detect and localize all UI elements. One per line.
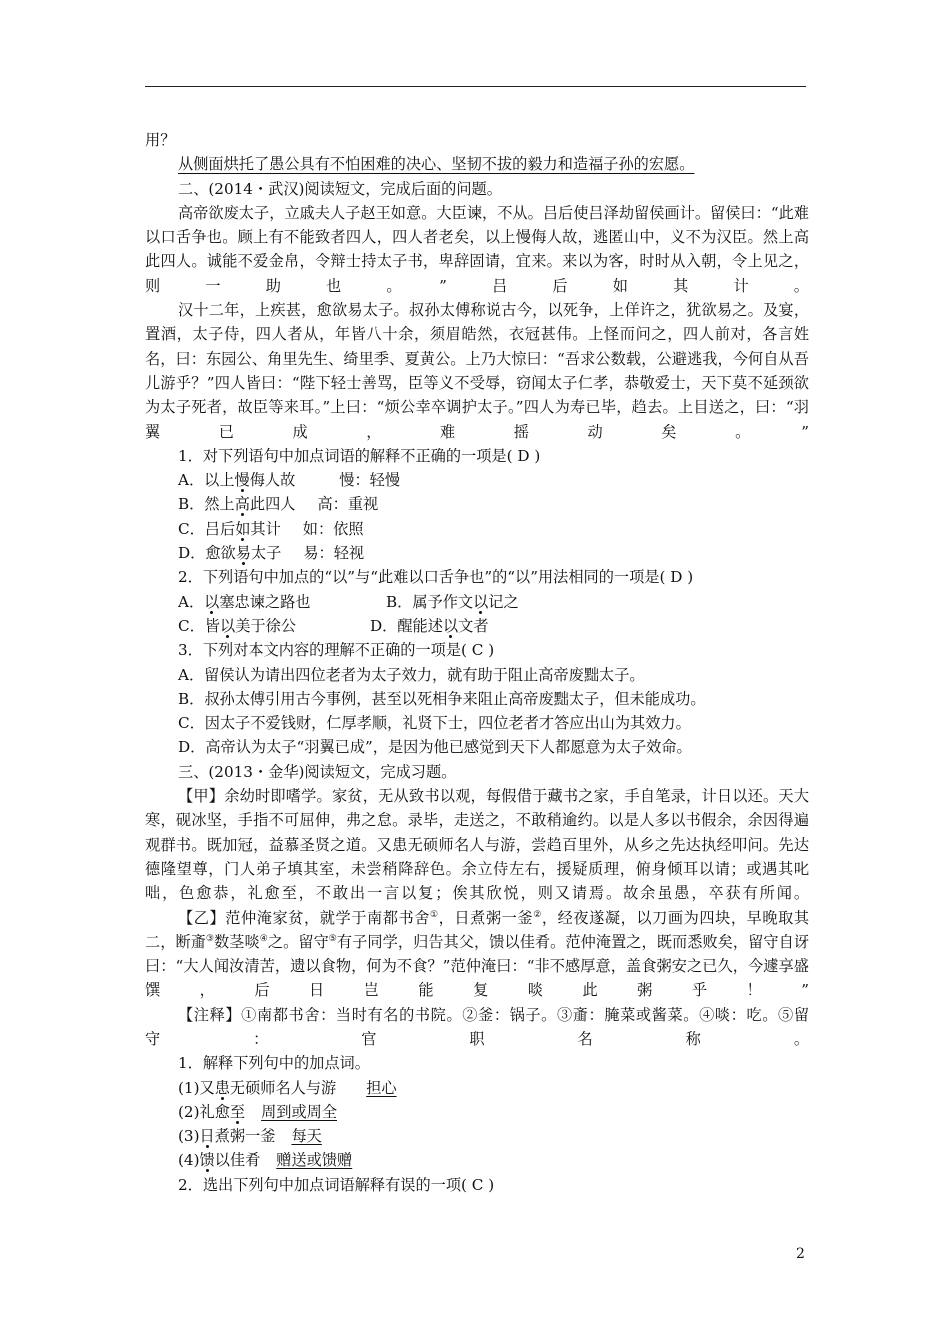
item-text: (2)礼愈	[178, 1102, 230, 1121]
option-text: 太子	[250, 544, 282, 563]
option	[145, 541, 809, 565]
option	[145, 517, 809, 541]
footnote-mark: ②	[533, 909, 542, 920]
passage-jia	[145, 784, 809, 905]
option-explanation: 高：重视	[317, 495, 379, 514]
question: 2．选出下列句中加点词语解释有误的一项( C )	[178, 1175, 495, 1194]
dotted-word: 馈	[199, 1151, 215, 1170]
answer-text: 从侧面烘托了愚公具有不怕困难的决心、坚韧不拔的毅力和造福子孙的宏愿。	[178, 155, 695, 174]
option-text: 此四人	[249, 495, 296, 514]
option-explanation: 易：轻视	[303, 544, 365, 563]
footnote-mark: ①	[430, 909, 439, 920]
answer-text: 赠送或馈赠	[276, 1151, 353, 1170]
notes-text: ①南都书舍：当时有名的书院。②釜：锅子。③齑：腌菜或酱菜。④啖：吃。⑤留守：官职名称。	[145, 1005, 810, 1048]
dotted-word: 以	[473, 592, 489, 611]
exercise-item	[145, 1124, 809, 1148]
answer-text: 每天	[291, 1127, 322, 1146]
item-text: 以佳肴	[214, 1151, 261, 1170]
passage-text: 数茎啖	[214, 932, 260, 951]
dotted-word: 至	[229, 1102, 246, 1121]
dotted-word: 以	[204, 592, 220, 611]
passage-text: 余幼时即嗜学。家贫，无从致书以观，每假借于藏书之家，手自笔录，计日以还。天大寒，砚冰坚，手指不可屈伸，弗之怠。录毕，走送之，不敢稍逾约。以是人多以书假余，余因得遍观群书。既加冠，益慕圣贤之道。又患无硕师名人与游，尝趋百里外，从乡之先达执经叩问。先达德隆望尊，门人弟子填其室，未尝稍降辞色。余立侍左右，援疑质理，俯身倾耳以请；或遇其叱咄，色愈恭，礼愈至，不敢出一言以复；俟其欣悦，则又请焉。故余虽愚，卒获有所闻。	[145, 787, 810, 903]
item-text: 煮粥一釜	[214, 1127, 276, 1146]
option-text: 记之	[488, 592, 519, 611]
item-text: (4)	[178, 1151, 200, 1170]
dotted-word: 患	[214, 1078, 230, 1097]
passage-tag: 【甲】	[178, 787, 225, 806]
answer-text: 担心	[366, 1078, 397, 1097]
footnote-mark: ④	[259, 933, 268, 944]
option-text: B．然上	[178, 495, 235, 514]
option-text: A．以上	[178, 471, 235, 490]
footnote-mark: ③	[205, 933, 215, 944]
option-text: C．皆	[178, 616, 220, 635]
passage-tag: 【乙】	[178, 908, 226, 927]
option	[145, 468, 809, 492]
passage-text: 有子同学，归告其父，馈以佳肴。范仲淹置之，既而悉败矣，留守自讶曰：“大人闻汝清苦，遗以食物，何为不食？”范仲淹曰：“非不感厚意，盖食粥安之已久，今遽享盛馔，后日岂能复啖此粥乎！”	[145, 932, 810, 1000]
dotted-word: 慢	[234, 471, 250, 490]
option-text: 塞忠谏之路也	[219, 592, 311, 611]
option-text: D．醒能述	[370, 616, 443, 635]
question: 3．下列对本文内容的理解不正确的一项是( C )	[178, 641, 495, 660]
passage-paragraph: 高帝欲废太子，立戚夫人子赵王如意。大臣谏，不从。吕后使吕泽劫留侯画计。留侯曰：“此难以口舌争也。顾上有不能致者四人，四人者老矣，以上慢侮人故，逃匿山中，义不为汉臣。然上高此四人。诚能不爱金帛，令辩士持太子书，卑辞固请，宜来。来以为客，时时从入朝，令上见之，则一助也。”吕后如其计。	[145, 203, 809, 295]
footnote-mark: ⑤	[328, 933, 337, 944]
page-number: 2	[796, 1246, 805, 1262]
dotted-word: 高	[234, 495, 250, 514]
dotted-word: 如	[235, 519, 251, 538]
section-heading: 三、(2013・金华)阅读短文，完成习题。	[178, 762, 457, 781]
option-text: D．愈欲	[178, 544, 236, 563]
option: B．叔孙太傅引用古今事例，甚至以死相争来阻止高帝废黜太子，但未能成功。	[178, 689, 706, 708]
notes	[145, 1003, 809, 1052]
option-explanation: 如：依照	[302, 519, 364, 538]
section-heading: 二、(2014・武汉)阅读短文，完成后面的问题。	[178, 179, 502, 198]
dotted-word: 易	[235, 544, 251, 563]
passage-text: ，日煮粥一釜	[438, 908, 534, 927]
question: 2．下列语句中加点的“以”与“此难以口舌争也”的“以”用法相同的一项是( D )	[178, 568, 694, 587]
passage-text: 之。留守	[267, 932, 329, 951]
option: D．高帝认为太子“羽翼已成”，是因为他已感觉到天下人都愿意为太子效命。	[178, 738, 692, 757]
option-text: 侮人故	[249, 471, 296, 490]
option-text: C．吕后	[178, 519, 236, 538]
header-rule	[145, 86, 806, 87]
option-text: B．属予作文	[386, 592, 474, 611]
answer-text: 周到或周全	[261, 1102, 338, 1121]
exercise-item	[145, 1076, 809, 1100]
option-row	[145, 590, 809, 614]
dotted-word: 以	[442, 616, 459, 635]
option-text: 文者	[458, 616, 489, 635]
exercise-item	[145, 1100, 809, 1124]
option-text: 美于徐公	[235, 616, 296, 635]
notes-tag: 【注释】	[178, 1005, 242, 1024]
dotted-word: 以	[220, 616, 236, 635]
text-line: 用？	[145, 131, 176, 149]
option: C．因太子不爱钱财，仁厚孝顺，礼贤下士，四位老者才答应出山为其效力。	[178, 714, 691, 733]
option-text: A．	[178, 592, 205, 611]
passage-paragraph: 汉十二年，上疾甚，愈欲易太子。叔孙太傅称说古今，以死争，上佯许之，犹欲易之。及宴，置酒，太子侍，四人者从，年皆八十余，须眉皓然，衣冠甚伟。上怪而问之，四人前对，各言姓名，曰：东园公、角里先生、绮里季、夏黄公。上乃大惊曰：“吾求公数载，公避逃我，今何自从吾儿游乎？”四人皆曰：“陛下轻士善骂，臣等义不受辱，窃闻太子仁孝，恭敬爱士，天下莫不延颈欲为太子死者，故臣等来耳。”上曰：“烦公幸卒调护太子。”四人为寿已毕，趋去。上目送之，曰：“羽翼已成，难摇动矣。”	[145, 301, 809, 441]
item-text: (3)	[178, 1127, 200, 1146]
item-text: 无硕师名人与游	[229, 1078, 337, 1097]
option	[145, 492, 809, 516]
question: 1．对下列语句中加点词语的解释不正确的一项是( D )	[178, 446, 541, 465]
passage-yi	[145, 906, 809, 1003]
answer-line	[145, 152, 809, 176]
dotted-word: 日	[199, 1127, 215, 1146]
passage-text: ，经夜遂凝，以刀画为四块，早晚取其二，断齑	[145, 908, 810, 951]
page-body	[145, 128, 809, 1197]
option-row	[145, 614, 809, 638]
option-explanation: 慢：轻慢	[339, 471, 401, 490]
passage-text: 范仲淹家贫，就学于南都书舍	[225, 908, 431, 927]
option: A．留侯认为请出四位老者为太子效力，就有助于阻止高帝废黜太子。	[178, 665, 645, 684]
question: 1．解释下列句中的加点词。	[178, 1054, 370, 1073]
option-text: 其计	[250, 519, 281, 538]
exercise-item	[145, 1148, 809, 1172]
item-text: (1)又	[178, 1078, 215, 1097]
